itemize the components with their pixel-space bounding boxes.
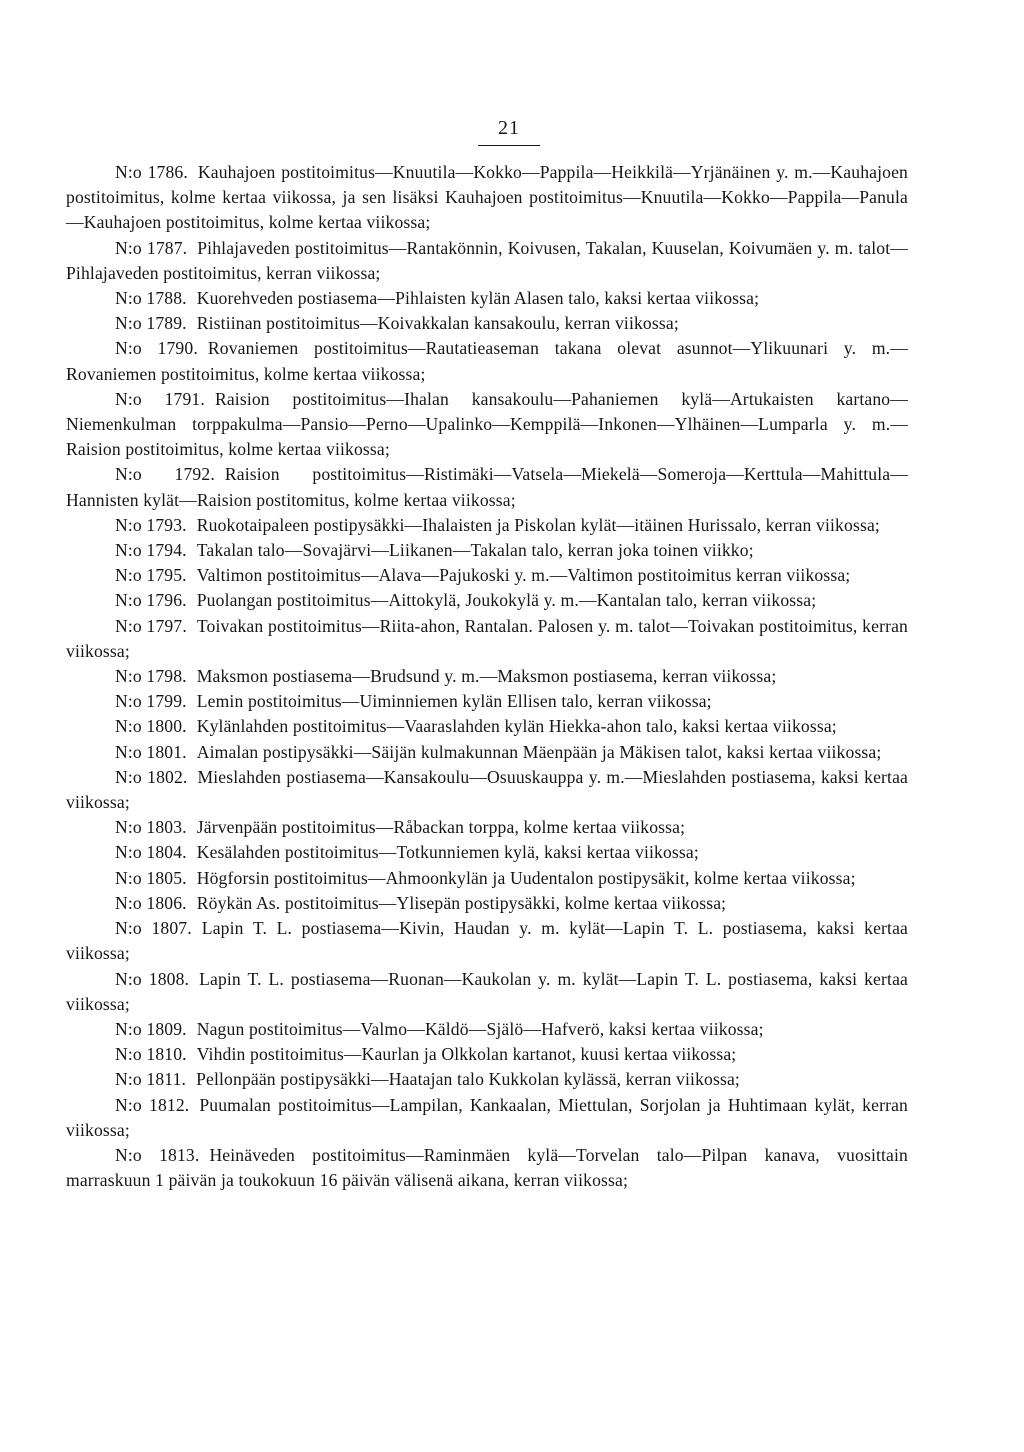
route-number: N:o 1799. (115, 691, 187, 712)
route-entry (66, 866, 908, 891)
route-description: Pihlajaveden postitoimitus—Rantakönnin, Koivusen, Takalan, Kuuselan, Koivumäen y. m. talot—Pihlajaveden postitoimitus, kerran viikossa; (66, 237, 909, 283)
route-number: N:o 1808. (115, 968, 190, 989)
route-number: N:o 1811. (115, 1069, 187, 1090)
route-number: N:o 1789. (115, 313, 187, 334)
route-entry (66, 387, 908, 463)
route-entry (66, 840, 908, 865)
route-description: Aimalan postipysäkki—Säijän kulmakunnan Mäenpään ja Mäkisen talot, kaksi kertaa viikossa; (196, 741, 882, 762)
route-description: Rovaniemen postitoimitus—Rautatieaseman takana olevat asunnot—Ylikuunari y. m.—Rovaniemen postitoimitus, kolme kertaa viikossa; (66, 338, 908, 384)
route-number: N:o 1791. (115, 388, 205, 409)
route-number: N:o 1801. (115, 741, 187, 762)
route-number: N:o 1798. (115, 666, 187, 687)
route-entry (66, 1042, 908, 1067)
route-entry (66, 1017, 908, 1042)
route-description: Raision postitoimitus—Ihalan kansakoulu—Pahaniemen kylä—Artukaisten kartano—Niemenkulman torppakulma—Pansio—Perno—Upalinko—Kemppilä—Inkonen—Ylhäinen—Lumparla y. m.—Raision postitoimitus, kolme kertaa viikossa; (66, 388, 908, 460)
route-entry (66, 1067, 908, 1092)
route-number: N:o 1806. (115, 892, 187, 913)
route-description: Kuorehveden postiasema—Pihlaisten kylän Alasen talo, kaksi kertaa viikossa; (196, 288, 760, 309)
route-description: Ristiinan postitoimitus—Koivakkalan kansakoulu, kerran viikossa; (196, 313, 679, 334)
route-entry (66, 916, 908, 966)
route-description: Pellonpään postipysäkki—Haatajan talo Kukkolan kylässä, kerran viikossa; (196, 1069, 740, 1090)
route-number: N:o 1788. (115, 288, 187, 309)
route-description: Ruokotaipaleen postipysäkki—Ihalaisten ja Piskolan kylät—itäinen Hurissalo, kerran viikossa; (196, 514, 880, 535)
route-number: N:o 1803. (115, 817, 187, 838)
route-entry (66, 1093, 908, 1143)
route-entry (66, 714, 908, 739)
route-description: Vihdin postitoimitus—Kaurlan ja Olkkolan kartanot, kuusi kertaa viikossa; (196, 1044, 737, 1065)
route-description: Lapin T. L. postiasema—Ruonan—Kaukolan y. m. kylät—Lapin T. L. postiasema, kaksi kertaa viikossa; (66, 968, 908, 1014)
route-entry (66, 815, 908, 840)
page-number-rule (478, 145, 540, 146)
route-number: N:o 1800. (115, 716, 187, 737)
route-description: Toivakan postitoimitus—Riita-ahon, Rantalan. Palosen y. m. talot—Toivakan postitoimitus, kerran viikossa; (66, 615, 908, 661)
route-entry (66, 462, 908, 512)
route-number: N:o 1809. (115, 1018, 187, 1039)
route-entry (66, 588, 908, 613)
route-description: Kylänlahden postitoimitus—Vaaraslahden kylän Hiekka-ahon talo, kaksi kertaa viikossa; (196, 716, 837, 737)
page-number: 21 (498, 117, 520, 139)
route-description: Järvenpään postitoimitus—Råbackan torppa, kolme kertaa viikossa; (196, 817, 686, 838)
route-number: N:o 1794. (115, 540, 187, 561)
route-entry (66, 160, 908, 236)
route-description: Lapin T. L. postiasema—Kivin, Haudan y. m. kylät—Lapin T. L. postiasema, kaksi kertaa viikossa; (66, 918, 908, 964)
route-entry (66, 614, 908, 664)
route-description: Puolangan postitoimitus—Aittokylä, Joukokylä y. m.—Kantalan talo, kerran viikossa; (196, 590, 817, 611)
route-description: Kesälahden postitoimitus—Totkunniemen kylä, kaksi kertaa viikossa; (196, 842, 699, 863)
route-description: Maksmon postiasema—Brudsund y. m.—Maksmon postiasema, kerran viikossa; (196, 666, 777, 687)
route-entry (66, 336, 908, 386)
route-description: Raision postitoimitus—Ristimäki—Vatsela—Miekelä—Someroja—Kerttula—Mahittula— Hannisten kylät—Raision postitomitus, kolme kertaa viikossa; (66, 464, 908, 510)
route-entry (66, 967, 908, 1017)
route-description: Mieslahden postiasema—Kansakoulu—Osuuskauppa y. m.—Mieslahden postiasema, kaksi kertaa viikossa; (66, 766, 908, 813)
route-number: N:o 1792. (115, 464, 215, 485)
route-entry (66, 538, 908, 563)
route-list (66, 160, 908, 1193)
route-number: N:o 1802. (115, 766, 188, 787)
route-description: Puumalan postitoimitus—Lampilan, Kankaalan, Miettulan, Sorjolan ja Huhtimaan kylät, kerran viikossa; (66, 1094, 908, 1140)
route-number: N:o 1813. (115, 1144, 200, 1165)
route-entry (66, 765, 908, 815)
route-number: N:o 1797. (115, 615, 187, 636)
route-number: N:o 1786. (115, 162, 188, 182)
page-header (478, 117, 540, 146)
route-description: Heinäveden postitoimitus—Raminmäen kylä—Torvelan talo—Pilpan kanava, vuosittain marraskuun 1 päivän ja toukokuun 16 päivän välisenä aikana, kerran viikossa; (66, 1144, 908, 1191)
route-entry (66, 236, 908, 286)
route-entry (66, 563, 908, 588)
route-description: Kauhajoen postitoimitus—Knuutila—Kokko—Pappila—Heikkilä—Yrjänäinen y. m.—Kauhajoen postitoimitus, kolme kertaa viikossa, ja sen lisäksi Kauhajoen postitoimitus—Knuutila—Kokko—Pappila—Panula—Kauhajoen postitoimitus, kolme kertaa viikossa; (66, 162, 908, 233)
route-entry (66, 311, 908, 336)
route-number: N:o 1805. (115, 867, 187, 888)
route-number: N:o 1810. (115, 1044, 187, 1065)
route-entry (66, 286, 908, 311)
route-entry (66, 891, 908, 916)
route-entry (66, 689, 908, 714)
route-description: Röykän As. postitoimitus—Ylisepän postipysäkki, kolme kertaa viikossa; (196, 892, 727, 913)
route-number: N:o 1787. (115, 237, 188, 258)
route-entry (66, 513, 908, 538)
route-number: N:o 1790. (115, 338, 198, 359)
route-description: Lemin postitoimitus—Uiminniemen kylän Ellisen talo, kerran viikossa; (196, 691, 712, 712)
route-number: N:o 1796. (115, 590, 187, 611)
route-number: N:o 1793. (115, 514, 187, 535)
route-entry (66, 1143, 908, 1193)
route-number: N:o 1807. (115, 918, 192, 939)
route-entry (66, 740, 908, 765)
route-description: Takalan talo—Sovajärvi—Liikanen—Takalan talo, kerran joka toinen viikko; (196, 540, 754, 561)
route-number: N:o 1795. (115, 565, 187, 586)
route-number: N:o 1804. (115, 842, 187, 863)
route-entry (66, 664, 908, 689)
route-description: Högforsin postitoimitus—Ahmoonkylän ja Uudentalon postipysäkit, kolme kertaa viikossa; (196, 867, 856, 888)
route-description: Nagun postitoimitus—Valmo—Käldö—Själö—Hafverö, kaksi kertaa viikossa; (196, 1018, 764, 1039)
route-number: N:o 1812. (115, 1094, 190, 1115)
route-description: Valtimon postitoimitus—Alava—Pajukoski y. m.—Valtimon postitoimitus kerran viikossa; (196, 565, 851, 586)
